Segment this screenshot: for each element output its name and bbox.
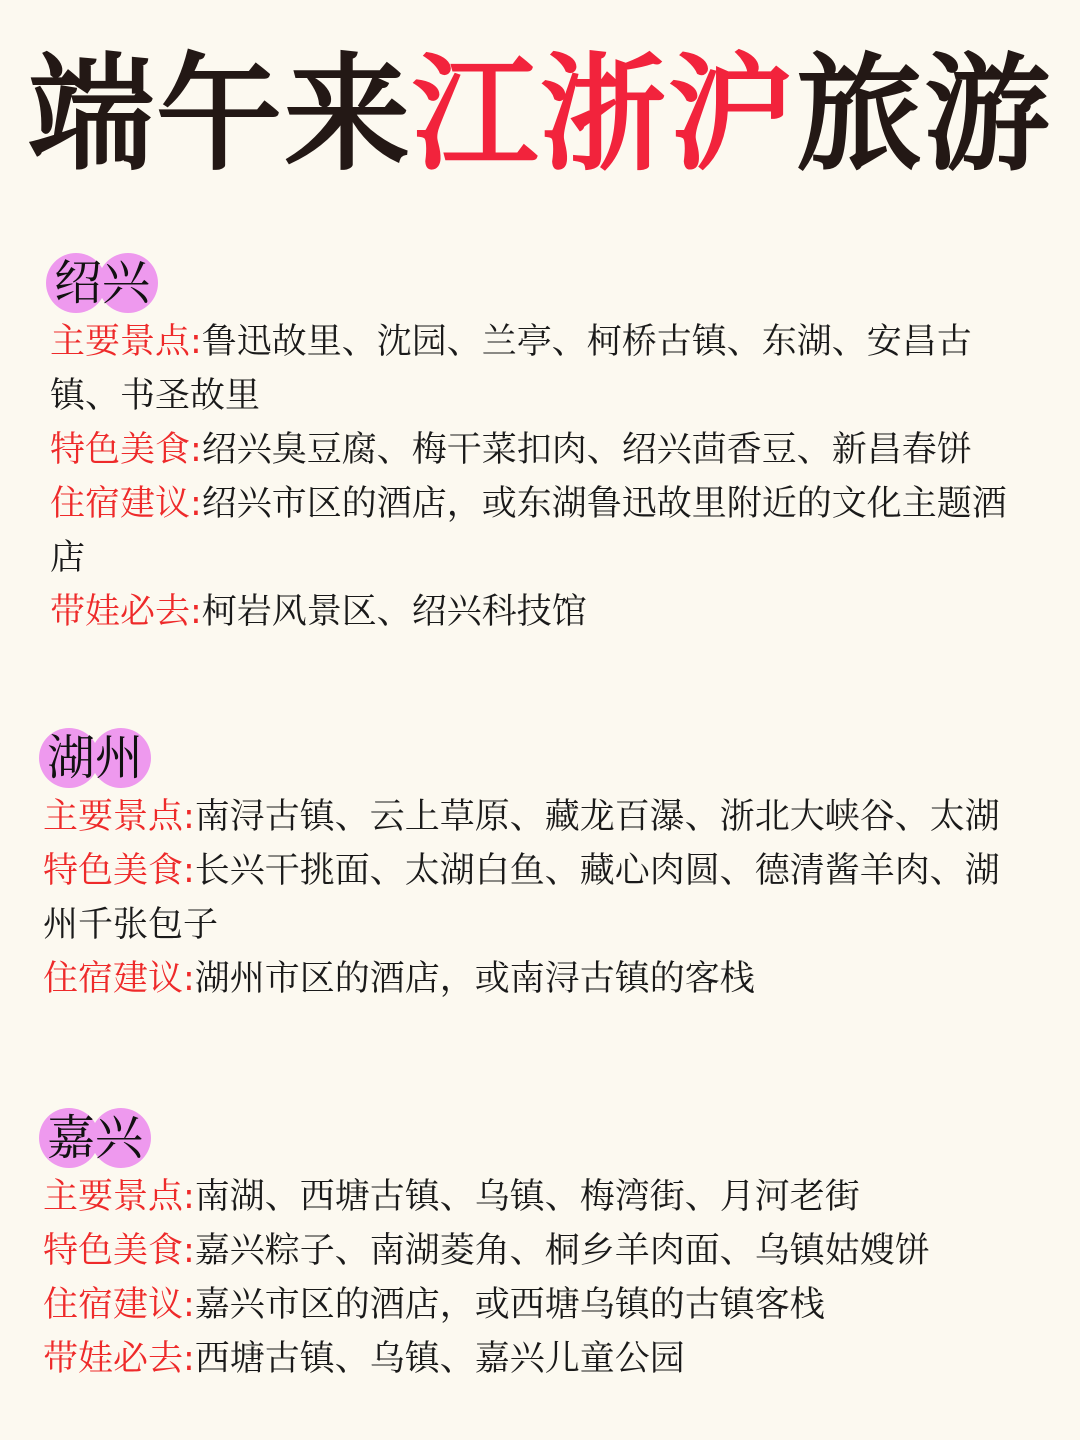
info-label: 主要景点: (43, 1177, 195, 1217)
info-line-food (50, 423, 1010, 477)
info-line-attractions (43, 790, 1003, 844)
info-label: 住宿建议: (50, 484, 202, 524)
info-text: 长兴干挑面、太湖白鱼、藏心肉圆、德清酱羊肉、湖州千张包子 (43, 851, 1000, 945)
info-text: 嘉兴粽子、南湖菱角、桐乡羊肉面、乌镇姑嫂饼 (194, 1231, 930, 1271)
info-line-food (43, 844, 1003, 952)
section-huzhou (43, 730, 1003, 1006)
title-part-1: 端午来 (28, 41, 412, 188)
page-title (0, 40, 1080, 190)
info-text: 柯岩风景区、绍兴科技馆 (201, 592, 587, 632)
info-label: 带娃必去: (43, 1339, 195, 1379)
info-text: 南湖、西塘古镇、乌镇、梅湾街、月河老街 (194, 1177, 860, 1217)
info-label: 特色美食: (43, 851, 195, 891)
info-label: 住宿建议: (43, 1285, 195, 1325)
city-heading-jiaxing: 嘉兴 (47, 1110, 144, 1166)
info-line-attractions (43, 1170, 1003, 1224)
info-text: 湖州市区的酒店，或南浔古镇的客栈 (194, 959, 755, 999)
info-label: 主要景点: (50, 322, 202, 362)
info-line-kids (50, 585, 1010, 639)
info-line-lodging (43, 952, 1003, 1006)
title-part-3: 旅游 (796, 41, 1052, 188)
city-heading-huzhou: 湖州 (47, 730, 144, 786)
info-label: 特色美食: (43, 1231, 195, 1271)
info-text: 绍兴市区的酒店，或东湖鲁迅故里附近的文化主题酒店 (50, 484, 1007, 578)
info-text: 鲁迅故里、沈园、兰亭、柯桥古镇、东湖、安昌古镇、书圣故里 (50, 322, 972, 416)
info-line-attractions (50, 315, 1010, 423)
info-label: 主要景点: (43, 797, 195, 837)
info-text: 西塘古镇、乌镇、嘉兴儿童公园 (194, 1339, 685, 1379)
info-label: 带娃必去: (50, 592, 202, 632)
info-text: 南浔古镇、云上草原、藏龙百瀑、浙北大峡谷、太湖 (194, 797, 1000, 837)
section-jiaxing (43, 1110, 1003, 1386)
info-text: 绍兴臭豆腐、梅干菜扣肉、绍兴茴香豆、新昌春饼 (201, 430, 972, 470)
info-label: 住宿建议: (43, 959, 195, 999)
section-shaoxing (50, 255, 1010, 639)
info-line-kids (43, 1332, 1003, 1386)
info-line-lodging (50, 477, 1010, 585)
info-text: 嘉兴市区的酒店，或西塘乌镇的古镇客栈 (194, 1285, 825, 1325)
info-label: 特色美食: (50, 430, 202, 470)
info-line-food (43, 1224, 1003, 1278)
title-part-2: 江浙沪 (412, 41, 796, 188)
city-heading-shaoxing: 绍兴 (54, 255, 151, 311)
info-line-lodging (43, 1278, 1003, 1332)
